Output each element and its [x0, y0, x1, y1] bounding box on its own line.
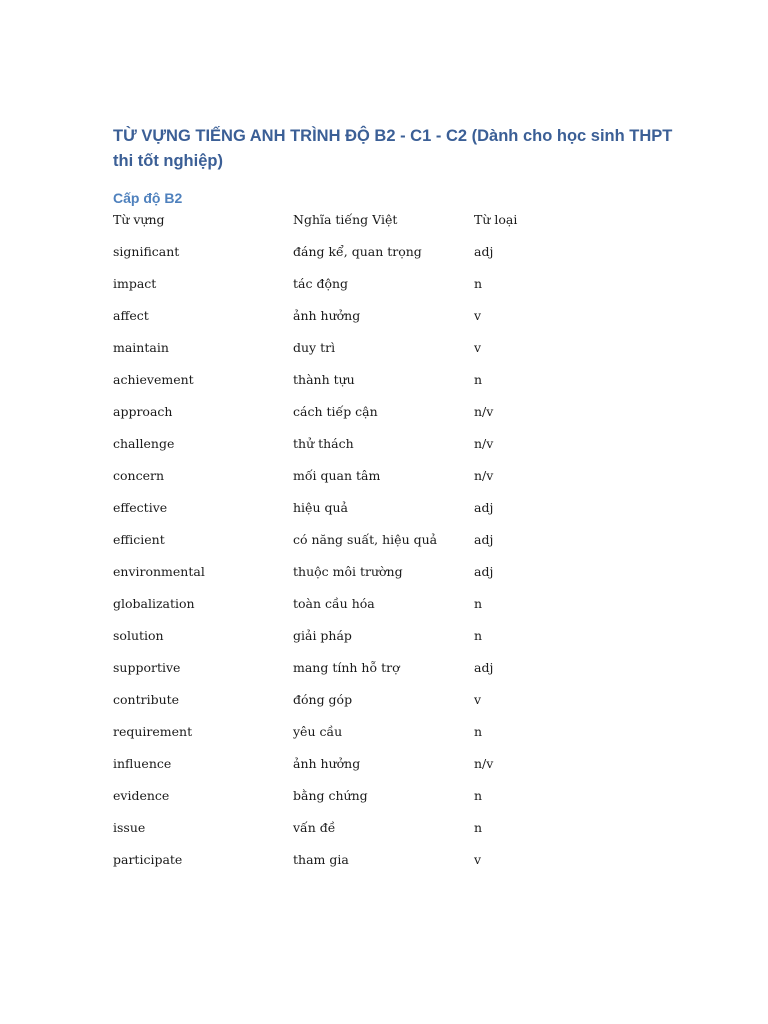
cell-meaning: vấn đề [293, 820, 336, 835]
cell-word: concern [113, 468, 165, 483]
cell-word: efficient [113, 532, 165, 547]
column-header-part-of-speech: Từ loại [474, 212, 518, 227]
cell-part-of-speech: v [474, 852, 482, 867]
document-title: TỪ VỰNG TIẾNG ANH TRÌNH ĐỘ B2 - C1 - C2 (Dành cho học sinh THPT thi tốt nghiệp) [113, 127, 673, 170]
cell-meaning: thành tựu [293, 372, 355, 387]
cell-part-of-speech: n/v [474, 436, 494, 451]
cell-meaning: tham gia [293, 852, 349, 867]
cell-word: challenge [113, 436, 175, 451]
cell-word: impact [113, 276, 157, 291]
cell-part-of-speech: adj [474, 564, 494, 579]
cell-part-of-speech: n/v [474, 404, 494, 419]
table-row [113, 337, 673, 369]
cell-meaning: cách tiếp cận [293, 404, 378, 419]
cell-meaning: ảnh hưởng [293, 756, 361, 771]
cell-word: issue [113, 820, 146, 835]
cell-part-of-speech: n [474, 820, 483, 835]
table-row [113, 273, 673, 305]
cell-meaning: ảnh hưởng [293, 308, 361, 323]
cell-word: environmental [113, 564, 205, 579]
cell-meaning: yêu cầu [293, 724, 343, 739]
cell-meaning: có năng suất, hiệu quả [293, 532, 438, 547]
cell-word: effective [113, 500, 168, 515]
cell-word: solution [113, 628, 164, 643]
table-row [113, 561, 673, 593]
cell-word: influence [113, 756, 172, 771]
cell-part-of-speech: v [474, 692, 482, 707]
table-body [113, 241, 673, 881]
cell-word: significant [113, 244, 180, 259]
cell-word: requirement [113, 724, 193, 739]
cell-meaning: thử thách [293, 436, 354, 451]
cell-part-of-speech: n [474, 276, 483, 291]
cell-meaning: bằng chứng [293, 788, 368, 803]
cell-word: evidence [113, 788, 170, 803]
column-header-word: Từ vựng [113, 212, 165, 227]
cell-word: maintain [113, 340, 169, 355]
cell-part-of-speech: n [474, 724, 483, 739]
cell-meaning: đáng kể, quan trọng [293, 244, 422, 259]
cell-word: affect [113, 308, 149, 323]
table-row [113, 785, 673, 817]
table-row [113, 849, 673, 881]
section-heading-b2: Cấp độ B2 [113, 190, 183, 206]
table-row [113, 689, 673, 721]
cell-meaning: mang tính hỗ trợ [293, 660, 400, 675]
cell-part-of-speech: n/v [474, 468, 494, 483]
cell-part-of-speech: adj [474, 500, 494, 515]
cell-meaning: thuộc môi trường [293, 564, 403, 579]
cell-word: achievement [113, 372, 194, 387]
table-row [113, 305, 673, 337]
cell-word: globalization [113, 596, 195, 611]
cell-part-of-speech: adj [474, 532, 494, 547]
table-row [113, 625, 673, 657]
column-header-meaning: Nghĩa tiếng Việt [293, 212, 398, 227]
cell-word: participate [113, 852, 183, 867]
table-row [113, 593, 673, 625]
cell-meaning: giải pháp [293, 628, 352, 643]
table-row [113, 401, 673, 433]
cell-meaning: đóng góp [293, 692, 353, 707]
vocabulary-table [113, 209, 673, 881]
cell-meaning: toàn cầu hóa [293, 596, 375, 611]
cell-part-of-speech: adj [474, 660, 494, 675]
cell-part-of-speech: n [474, 372, 483, 387]
cell-meaning: tác động [293, 276, 349, 291]
table-row [113, 241, 673, 273]
cell-part-of-speech: n/v [474, 756, 494, 771]
cell-part-of-speech: n [474, 788, 483, 803]
table-row [113, 433, 673, 465]
table-header-row [113, 209, 673, 241]
table-row [113, 497, 673, 529]
cell-part-of-speech: adj [474, 244, 494, 259]
cell-word: approach [113, 404, 173, 419]
table-row [113, 753, 673, 785]
cell-part-of-speech: n [474, 628, 483, 643]
table-row [113, 465, 673, 497]
cell-word: supportive [113, 660, 181, 675]
cell-meaning: duy trì [293, 340, 336, 355]
cell-part-of-speech: v [474, 340, 482, 355]
cell-meaning: hiệu quả [293, 500, 348, 515]
table-row [113, 657, 673, 689]
cell-meaning: mối quan tâm [293, 468, 381, 483]
cell-part-of-speech: v [474, 308, 482, 323]
cell-part-of-speech: n [474, 596, 483, 611]
table-row [113, 721, 673, 753]
table-row [113, 369, 673, 401]
table-row [113, 817, 673, 849]
table-row [113, 529, 673, 561]
cell-word: contribute [113, 692, 180, 707]
